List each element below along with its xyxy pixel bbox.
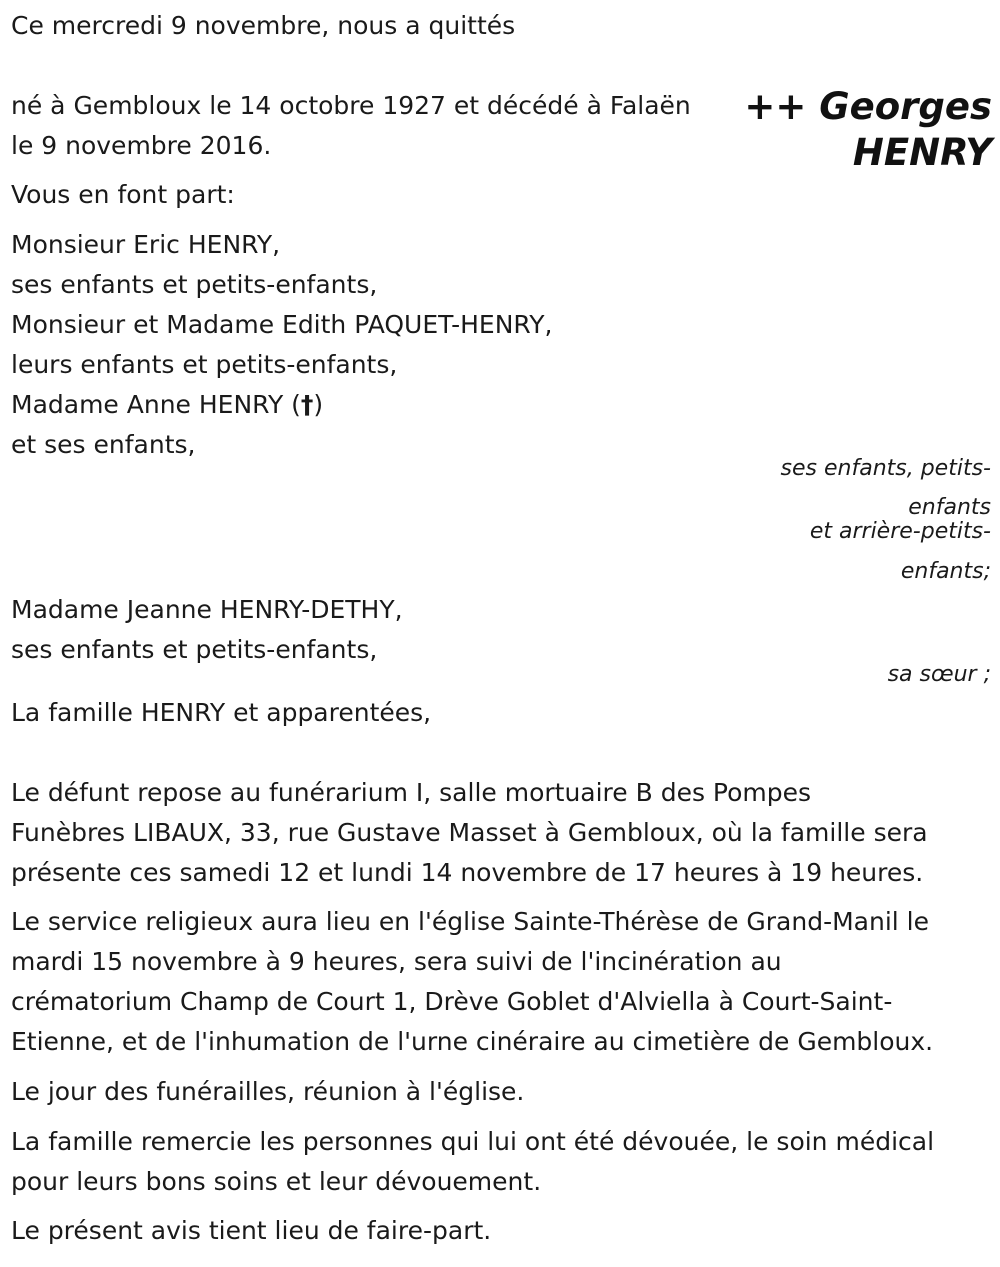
thanks-line: pour leurs bons soins et leur dévouement. <box>11 1167 542 1196</box>
family-line: leurs enfants et petits-enfants, <box>11 350 398 379</box>
family-group-3: La famille HENRY et apparentées, <box>11 698 432 727</box>
service-line: crématorium Champ de Court 1, Drève Goblet d'Alviella à Court-Saint- <box>11 987 893 1016</box>
relation-group-1-line3: et arrière-petits- <box>809 519 991 544</box>
family-line: Monsieur Eric HENRY, <box>11 230 281 259</box>
birth-line-1: né à Gembloux le 14 octobre 1927 et décédé à Falaën <box>11 91 691 120</box>
service-line: Etienne, et de l'inhumation de l'urne cinéraire au cimetière de Gembloux. <box>11 1027 934 1056</box>
relation-group-1-line4: enfants; <box>900 559 991 584</box>
closing-line: Le présent avis tient lieu de faire-part. <box>11 1216 492 1245</box>
visitation-line: présente ces samedi 12 et lundi 14 novembre de 17 heures à 19 heures. <box>11 858 924 887</box>
meeting-line: Le jour des funérailles, réunion à l'église. <box>11 1077 525 1106</box>
family-line: Monsieur et Madame Edith PAQUET-HENRY, <box>11 310 553 339</box>
deceased-name-line1: ++ Georges <box>744 85 992 128</box>
deceased-name-line2: HENRY <box>852 131 992 174</box>
announcement: Vous en font part: <box>11 180 235 209</box>
visitation-line: Funèbres LIBAUX, 33, rue Gustave Masset à Gembloux, où la famille sera <box>11 818 928 847</box>
family-line: ses enfants et petits-enfants, <box>11 635 378 664</box>
family-line-anne <box>11 385 323 425</box>
family-line-anne-text: Madame Anne HENRY ( <box>11 390 301 419</box>
relation-group-1-line2: enfants <box>908 495 991 520</box>
family-line: ses enfants et petits-enfants, <box>11 270 378 299</box>
service-line: Le service religieux aura lieu en l'église Sainte-Thérèse de Grand-Manil le <box>11 907 930 936</box>
intro-line: Ce mercredi 9 novembre, nous a quittés <box>11 11 516 40</box>
thanks-line: La famille remercie les personnes qui lui ont été dévouée, le soin médical <box>11 1127 935 1156</box>
birth-line-2: le 9 novembre 2016. <box>11 131 272 160</box>
relation-group-1-line1: ses enfants, petits- <box>780 456 991 481</box>
cross-icon: † <box>300 390 314 419</box>
family-line: Madame Jeanne HENRY-DETHY, <box>11 595 403 624</box>
deceased-name <box>744 84 992 176</box>
family-line: et ses enfants, <box>11 430 196 459</box>
family-line-anne-close: ) <box>313 390 324 419</box>
relation-group-2: sa sœur ; <box>887 662 991 687</box>
visitation-line: Le défunt repose au funérarium I, salle mortuaire B des Pompes <box>11 778 812 807</box>
service-line: mardi 15 novembre à 9 heures, sera suivi de l'incinération au <box>11 947 782 976</box>
